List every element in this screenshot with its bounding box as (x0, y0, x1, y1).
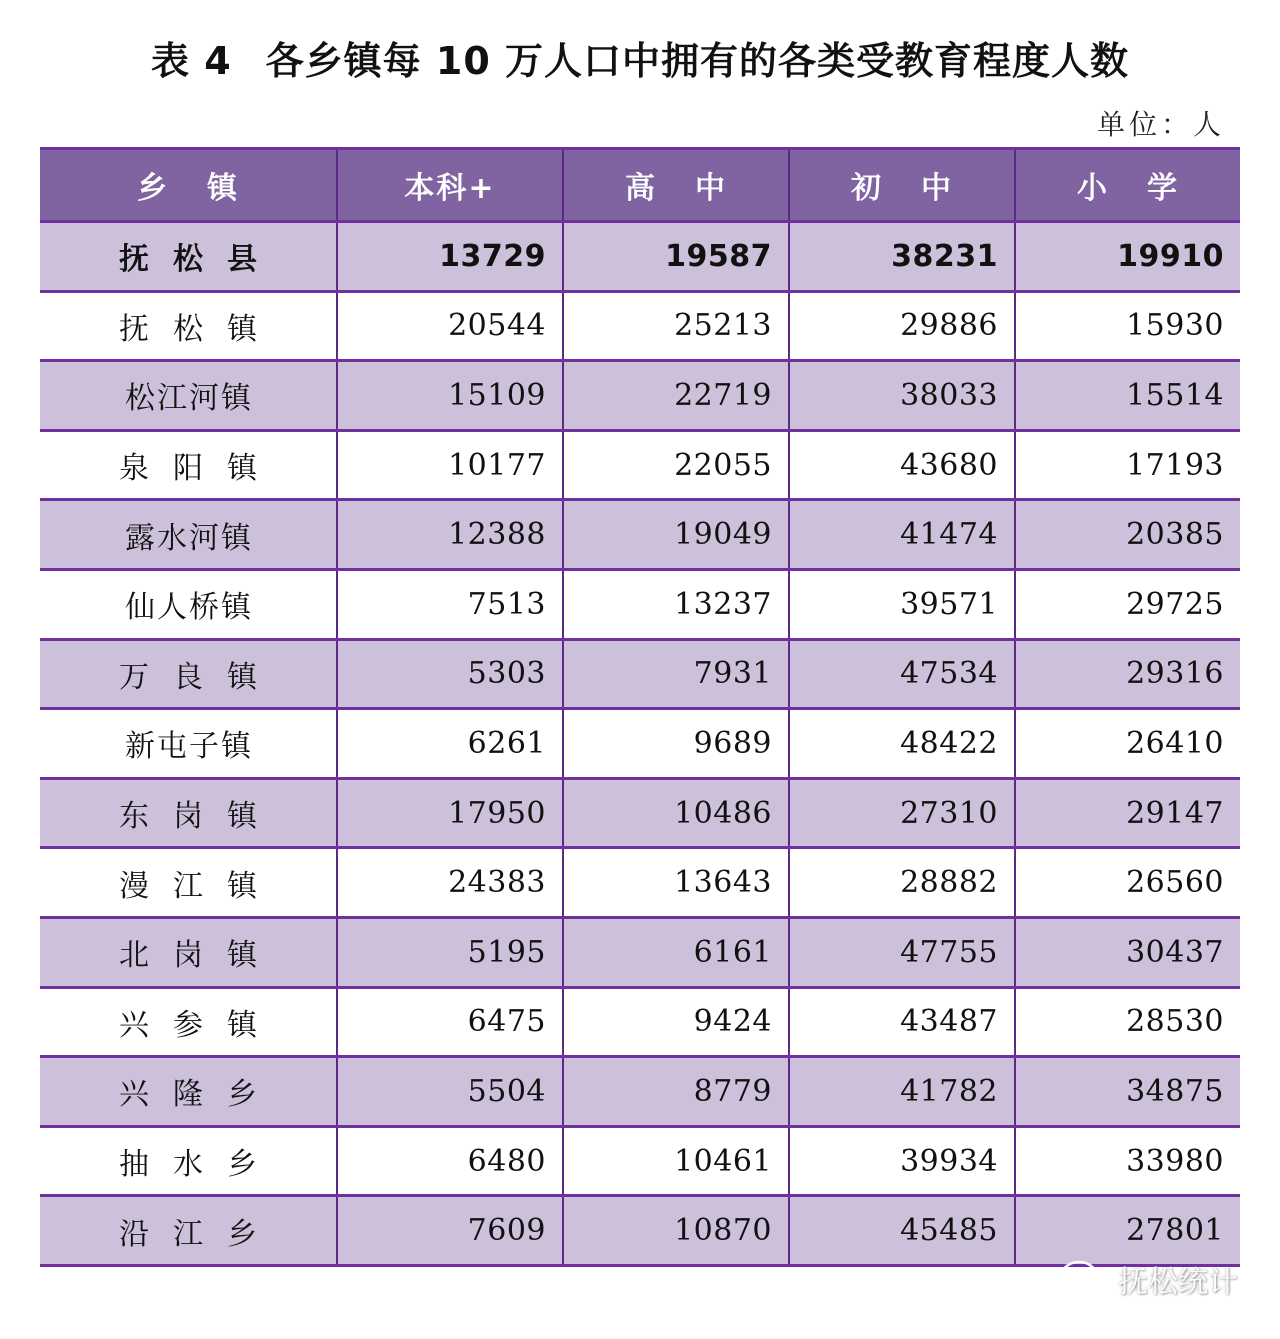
primary-school-value-cell: 26410 (1015, 709, 1240, 779)
middle-school-value-cell: 39571 (789, 569, 1015, 639)
high-school-value-cell: 22055 (563, 430, 789, 500)
primary-school-value-cell: 29316 (1015, 639, 1240, 709)
wechat-icon (1060, 1259, 1110, 1299)
table-number: 表 4 (150, 39, 232, 83)
middle-school-value-cell: 43487 (789, 987, 1015, 1057)
primary-school-value-cell: 30437 (1015, 917, 1240, 987)
middle-school-value-cell: 48422 (789, 709, 1015, 779)
town-name-cell: 漫 江 镇 (40, 848, 337, 918)
middle-school-value-cell: 41474 (789, 500, 1015, 570)
watermark-text: 抚松统计 (1118, 1265, 1238, 1300)
middle-school-value-cell: 27310 (789, 778, 1015, 848)
high-school-value-cell: 13237 (563, 569, 789, 639)
bachelor-value-cell: 5504 (337, 1057, 563, 1127)
education-table (40, 147, 1240, 1267)
bachelor-value-cell: 17950 (337, 778, 563, 848)
town-name-cell: 抽 水 乡 (40, 1126, 337, 1196)
table-title (0, 30, 1280, 85)
town-name-cell: 仙人桥镇 (40, 569, 337, 639)
primary-school-value-cell: 17193 (1015, 430, 1240, 500)
unit-label: 单位：人 (1096, 108, 1225, 141)
primary-school-value-cell: 29725 (1015, 569, 1240, 639)
bachelor-value-cell: 15109 (337, 361, 563, 431)
table-title-text: 各乡镇每 10 万人口中拥有的各类受教育程度人数 (265, 39, 1129, 83)
town-name-cell: 松江河镇 (40, 361, 337, 431)
table-row (40, 361, 1240, 431)
bachelor-value-cell: 6261 (337, 709, 563, 779)
town-name-cell: 万 良 镇 (40, 639, 337, 709)
town-name-cell: 泉 阳 镇 (40, 430, 337, 500)
table-row (40, 639, 1240, 709)
high-school-value-cell: 10461 (563, 1126, 789, 1196)
high-school-value-cell: 19049 (563, 500, 789, 570)
middle-school-value-cell: 29886 (789, 291, 1015, 361)
high-school-value-cell: 10870 (563, 1196, 789, 1266)
bachelor-value-cell: 7609 (337, 1196, 563, 1266)
bachelor-value-cell: 5303 (337, 639, 563, 709)
table-row (40, 1126, 1240, 1196)
watermark (1060, 1257, 1238, 1301)
middle-school-value-cell: 28882 (789, 848, 1015, 918)
bachelor-value-cell: 6480 (337, 1126, 563, 1196)
town-name-cell: 抚 松 县 (40, 222, 337, 292)
table-row (40, 709, 1240, 779)
primary-school-value-cell: 26560 (1015, 848, 1240, 918)
bachelor-value-cell: 20544 (337, 291, 563, 361)
town-name-cell: 北 岗 镇 (40, 917, 337, 987)
middle-school-value-cell: 45485 (789, 1196, 1015, 1266)
town-name-cell: 东 岗 镇 (40, 778, 337, 848)
high-school-value-cell: 25213 (563, 291, 789, 361)
table-row (40, 569, 1240, 639)
high-school-value-cell: 9689 (563, 709, 789, 779)
table-row (40, 500, 1240, 570)
bachelor-value-cell: 10177 (337, 430, 563, 500)
high-school-value-cell: 22719 (563, 361, 789, 431)
high-school-value-cell: 9424 (563, 987, 789, 1057)
table-row (40, 848, 1240, 918)
middle-school-value-cell: 41782 (789, 1057, 1015, 1127)
primary-school-value-cell: 15930 (1015, 291, 1240, 361)
header-row (40, 149, 1240, 222)
primary-school-value-cell: 34875 (1015, 1057, 1240, 1127)
column-header-town: 乡 镇 (40, 149, 337, 222)
table-row (40, 291, 1240, 361)
column-header-primary-school: 小 学 (1015, 149, 1240, 222)
high-school-value-cell: 8779 (563, 1057, 789, 1127)
table-body (40, 222, 1240, 1266)
primary-school-value-cell: 29147 (1015, 778, 1240, 848)
table-row (40, 430, 1240, 500)
bachelor-value-cell: 7513 (337, 569, 563, 639)
middle-school-value-cell: 39934 (789, 1126, 1015, 1196)
middle-school-value-cell: 47534 (789, 639, 1015, 709)
bachelor-value-cell: 24383 (337, 848, 563, 918)
table-row-total (40, 222, 1240, 292)
primary-school-value-cell: 33980 (1015, 1126, 1240, 1196)
primary-school-value-cell: 28530 (1015, 987, 1240, 1057)
table-row (40, 987, 1240, 1057)
table-row (40, 917, 1240, 987)
high-school-value-cell: 7931 (563, 639, 789, 709)
column-header-middle-school: 初 中 (789, 149, 1015, 222)
primary-school-value-cell: 27801 (1015, 1196, 1240, 1266)
high-school-value-cell: 13643 (563, 848, 789, 918)
town-name-cell: 新屯子镇 (40, 709, 337, 779)
middle-school-value-cell: 38231 (789, 222, 1015, 292)
town-name-cell: 抚 松 镇 (40, 291, 337, 361)
bachelor-value-cell: 13729 (337, 222, 563, 292)
column-header-bachelor: 本科+ (337, 149, 563, 222)
primary-school-value-cell: 19910 (1015, 222, 1240, 292)
bachelor-value-cell: 6475 (337, 987, 563, 1057)
column-header-high-school: 高 中 (563, 149, 789, 222)
town-name-cell: 兴 隆 乡 (40, 1057, 337, 1127)
table-row (40, 1057, 1240, 1127)
high-school-value-cell: 10486 (563, 778, 789, 848)
bachelor-value-cell: 12388 (337, 500, 563, 570)
primary-school-value-cell: 20385 (1015, 500, 1240, 570)
town-name-cell: 露水河镇 (40, 500, 337, 570)
high-school-value-cell: 19587 (563, 222, 789, 292)
middle-school-value-cell: 43680 (789, 430, 1015, 500)
primary-school-value-cell: 15514 (1015, 361, 1240, 431)
middle-school-value-cell: 47755 (789, 917, 1015, 987)
town-name-cell: 沿 江 乡 (40, 1196, 337, 1266)
table-row (40, 1196, 1240, 1266)
town-name-cell: 兴 参 镇 (40, 987, 337, 1057)
table-row (40, 778, 1240, 848)
high-school-value-cell: 6161 (563, 917, 789, 987)
bachelor-value-cell: 5195 (337, 917, 563, 987)
middle-school-value-cell: 38033 (789, 361, 1015, 431)
